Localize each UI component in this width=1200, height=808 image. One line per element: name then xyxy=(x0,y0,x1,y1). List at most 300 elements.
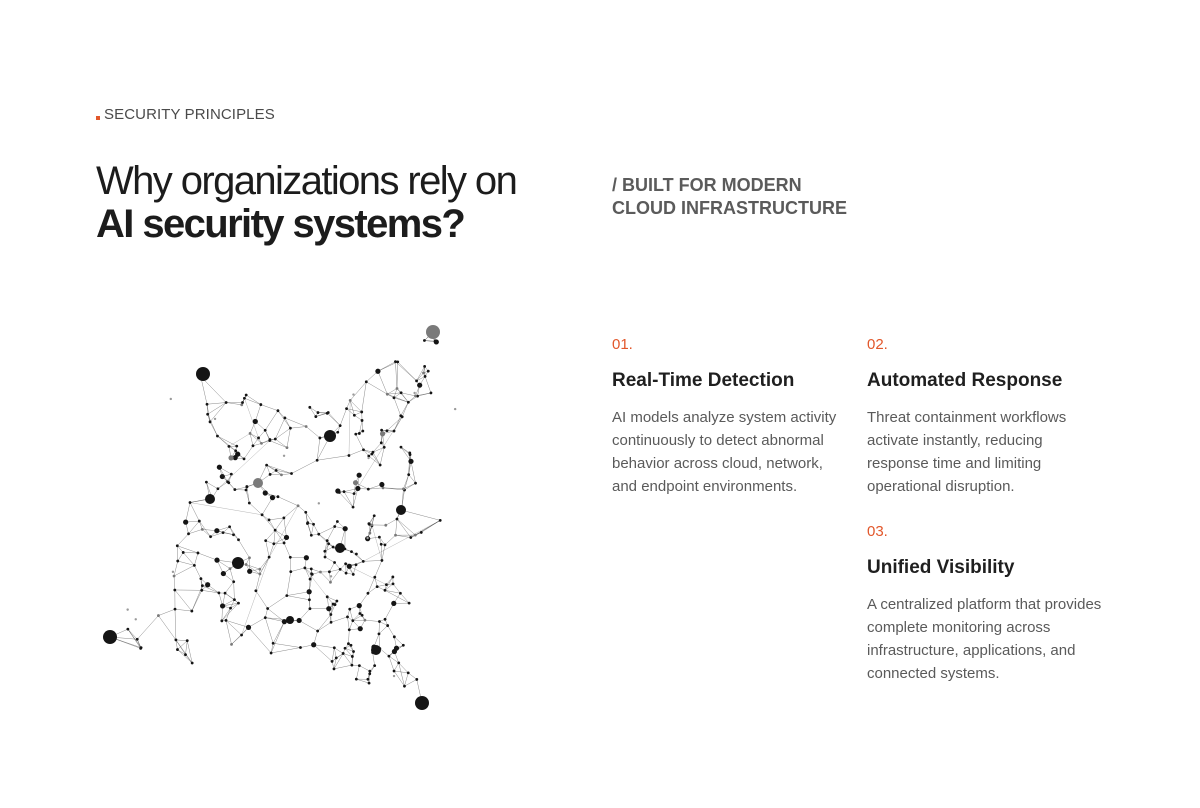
network-link xyxy=(176,640,187,641)
network-link xyxy=(363,520,440,561)
network-link xyxy=(267,465,282,475)
network-node xyxy=(272,642,275,645)
network-hub-node xyxy=(415,696,429,710)
network-node xyxy=(329,581,332,584)
network-link xyxy=(269,518,284,520)
network-link xyxy=(334,648,343,654)
network-node xyxy=(346,615,349,618)
network-link xyxy=(394,671,404,686)
network-node xyxy=(221,571,226,576)
network-link xyxy=(175,609,192,611)
network-node xyxy=(439,519,442,522)
network-node xyxy=(310,572,313,575)
network-node xyxy=(230,643,233,646)
network-link xyxy=(226,608,231,620)
network-node xyxy=(274,438,277,441)
network-node xyxy=(258,568,261,571)
network-link xyxy=(398,362,417,381)
network-link xyxy=(178,552,183,561)
network-node xyxy=(391,601,396,606)
network-node xyxy=(396,518,399,521)
network-link xyxy=(317,438,320,460)
network-node xyxy=(218,592,221,595)
network-link xyxy=(174,565,194,576)
network-link xyxy=(225,582,234,593)
network-link xyxy=(206,482,218,489)
network-node xyxy=(394,534,397,537)
network-node xyxy=(289,556,292,559)
network-link xyxy=(210,403,226,422)
network-link xyxy=(362,420,363,431)
network-node xyxy=(373,514,376,517)
network-node xyxy=(362,448,365,451)
network-link xyxy=(380,649,389,657)
network-node xyxy=(348,628,351,631)
network-link xyxy=(291,568,305,572)
network-node xyxy=(350,644,353,647)
network-node xyxy=(259,403,262,406)
network-node xyxy=(319,571,322,574)
network-node xyxy=(261,513,264,516)
network-node xyxy=(407,473,410,476)
network-stray-node xyxy=(352,393,354,395)
headline-line-1: Why organizations rely on xyxy=(96,159,517,203)
network-node xyxy=(414,482,417,485)
network-stray-node xyxy=(454,408,456,410)
network-node xyxy=(368,670,371,673)
network-node xyxy=(277,409,280,412)
network-link xyxy=(356,434,364,450)
network-link xyxy=(310,407,318,412)
network-link xyxy=(375,577,377,587)
network-link xyxy=(299,620,317,631)
headline-line-2: AI security systems? xyxy=(96,202,465,246)
network-node xyxy=(380,429,383,432)
network-node xyxy=(318,437,321,440)
network-graph-icon xyxy=(100,320,470,720)
feature-card-unified-visibility xyxy=(867,523,1107,685)
network-link xyxy=(385,535,396,545)
network-link xyxy=(226,620,232,644)
network-link xyxy=(344,492,354,494)
network-link xyxy=(339,492,353,507)
network-link xyxy=(354,417,402,494)
network-node xyxy=(367,488,370,491)
network-node xyxy=(285,594,288,597)
network-node xyxy=(392,582,395,585)
network-node xyxy=(225,619,228,622)
network-link xyxy=(379,626,388,634)
network-link xyxy=(261,405,278,411)
network-node xyxy=(264,429,267,432)
network-node xyxy=(264,616,267,619)
network-node xyxy=(174,608,177,611)
network-hub-node xyxy=(324,430,336,442)
network-node xyxy=(233,598,236,601)
network-node xyxy=(201,584,204,587)
network-link xyxy=(217,436,235,451)
network-link xyxy=(278,497,298,506)
network-node xyxy=(191,662,194,665)
network-link xyxy=(285,418,291,428)
network-node xyxy=(245,489,248,492)
network-node xyxy=(407,401,410,404)
network-link xyxy=(377,585,386,587)
network-node xyxy=(308,406,311,409)
network-node xyxy=(358,664,361,667)
network-node xyxy=(312,523,315,526)
network-link xyxy=(281,474,291,475)
network-node xyxy=(348,608,351,611)
network-link xyxy=(334,665,352,669)
network-node xyxy=(350,550,353,553)
network-link xyxy=(287,592,309,596)
network-link xyxy=(292,460,318,473)
network-node xyxy=(349,399,352,402)
network-node xyxy=(386,624,389,627)
network-link xyxy=(174,576,175,590)
network-node xyxy=(384,618,387,621)
network-link xyxy=(232,635,242,644)
network-link xyxy=(177,650,192,663)
network-link xyxy=(314,524,319,534)
feature-title: Unified Visibility xyxy=(867,557,1015,578)
network-node xyxy=(310,534,313,537)
network-node xyxy=(237,538,240,541)
network-stray-node xyxy=(214,418,216,420)
network-node xyxy=(176,544,179,547)
network-node xyxy=(139,647,142,650)
network-node xyxy=(355,678,358,681)
network-node xyxy=(234,449,237,452)
network-node xyxy=(375,369,380,374)
network-link xyxy=(202,529,210,536)
feature-number: 02. xyxy=(867,336,888,353)
network-node xyxy=(378,536,381,539)
network-stray-node xyxy=(330,575,332,577)
network-node xyxy=(187,532,190,535)
tagline-line-2: CLOUD INFRASTRUCTURE xyxy=(612,198,847,218)
network-node xyxy=(175,639,178,642)
network-node xyxy=(268,518,271,521)
network-hub-node xyxy=(205,494,215,504)
network-node xyxy=(393,396,396,399)
network-node xyxy=(228,445,231,448)
network-hub-node xyxy=(371,645,381,655)
network-link xyxy=(329,562,334,571)
network-link xyxy=(400,593,409,603)
eyebrow-marker xyxy=(96,116,100,120)
network-link xyxy=(244,446,253,459)
network-hub-node xyxy=(103,630,117,644)
network-node xyxy=(347,564,352,569)
network-node xyxy=(335,488,340,493)
network-link xyxy=(396,519,397,535)
network-link xyxy=(378,371,387,394)
network-node xyxy=(333,667,336,670)
network-link xyxy=(389,656,394,671)
network-node xyxy=(414,534,417,537)
network-node xyxy=(357,473,362,478)
network-node xyxy=(289,570,292,573)
network-node xyxy=(327,542,330,545)
network-node xyxy=(248,502,251,505)
network-link xyxy=(425,376,431,393)
network-link xyxy=(194,565,201,578)
network-node xyxy=(348,454,351,457)
network-node xyxy=(402,644,405,647)
network-node xyxy=(304,555,309,560)
network-node xyxy=(331,660,334,663)
network-link xyxy=(183,552,198,553)
network-node xyxy=(209,535,212,538)
network-node xyxy=(241,401,244,404)
network-link xyxy=(265,608,267,617)
network-node xyxy=(368,672,371,675)
network-nodes xyxy=(103,325,456,710)
network-link xyxy=(262,498,272,515)
network-node xyxy=(370,524,373,527)
network-link xyxy=(372,525,382,561)
network-link xyxy=(226,403,242,405)
network-node xyxy=(201,528,204,531)
network-node xyxy=(126,628,129,631)
network-link xyxy=(198,553,217,560)
network-link xyxy=(158,616,175,640)
network-node xyxy=(330,621,333,624)
network-node xyxy=(323,550,326,553)
section-tagline xyxy=(612,174,847,220)
network-stray-node xyxy=(367,457,369,459)
network-link xyxy=(298,506,306,512)
network-link xyxy=(344,492,353,507)
feature-description: Threat containment workflows activate instantly, reducing response time and limiting operational disruption. xyxy=(867,409,1067,495)
network-link xyxy=(274,530,275,544)
network-node xyxy=(400,446,403,449)
network-link xyxy=(311,524,313,535)
network-link xyxy=(397,519,415,535)
network-link xyxy=(363,560,382,561)
network-node xyxy=(304,511,307,514)
network-link xyxy=(256,574,260,591)
network-link xyxy=(230,569,234,582)
network-link xyxy=(275,518,284,530)
network-link xyxy=(259,430,266,438)
network-link xyxy=(402,402,408,417)
network-link xyxy=(325,557,335,563)
network-node xyxy=(353,480,358,485)
network-link xyxy=(385,603,394,619)
network-link xyxy=(332,648,334,662)
network-node xyxy=(417,383,422,388)
network-node xyxy=(352,506,355,509)
network-link xyxy=(388,626,395,637)
network-node xyxy=(317,411,320,414)
network-node xyxy=(266,607,269,610)
tagline-line-1: / BUILT FOR MODERN xyxy=(612,175,802,195)
network-node xyxy=(197,552,200,555)
network-node xyxy=(263,490,268,495)
network-link xyxy=(177,641,187,650)
network-link xyxy=(137,616,158,640)
network-link xyxy=(401,510,440,520)
network-link xyxy=(194,553,198,565)
network-node xyxy=(403,685,406,688)
network-link xyxy=(380,447,384,465)
network-node xyxy=(232,580,235,583)
network-node xyxy=(216,487,219,490)
network-node xyxy=(222,531,225,534)
network-node xyxy=(424,375,427,378)
network-link xyxy=(271,643,273,653)
network-node xyxy=(183,520,188,525)
feature-number: 03. xyxy=(867,523,888,540)
network-node xyxy=(225,401,228,404)
network-link xyxy=(318,622,331,631)
network-link xyxy=(183,552,194,565)
network-link xyxy=(348,630,349,644)
network-link xyxy=(255,405,261,422)
network-link xyxy=(270,441,287,448)
network-hub-node xyxy=(286,616,294,624)
network-link xyxy=(310,407,316,416)
network-link xyxy=(287,428,290,447)
network-node xyxy=(381,559,384,562)
network-node xyxy=(385,583,388,586)
network-node xyxy=(264,539,267,542)
feature-description: AI models analyze system activity continuously to detect abnormal behavior across cloud, network, and endpoint environments. xyxy=(612,409,837,495)
network-node xyxy=(206,403,209,406)
network-node xyxy=(220,619,223,622)
network-node xyxy=(358,432,361,435)
network-node xyxy=(384,544,387,547)
network-stray-node xyxy=(366,537,368,539)
network-link xyxy=(331,617,347,622)
network-link xyxy=(287,572,291,596)
eyebrow-label: SECURITY PRINCIPLES xyxy=(104,106,275,123)
network-stray-node xyxy=(393,675,395,677)
network-node xyxy=(328,570,331,573)
network-node xyxy=(372,451,375,454)
network-link xyxy=(273,643,300,647)
network-link xyxy=(363,450,371,454)
network-node xyxy=(214,528,219,533)
network-link xyxy=(349,450,364,456)
network-node xyxy=(245,394,248,397)
network-link xyxy=(378,362,398,371)
network-link xyxy=(408,673,417,680)
network-node xyxy=(361,419,364,422)
network-node xyxy=(193,564,196,567)
network-link xyxy=(225,593,234,599)
network-stray-node xyxy=(126,608,128,610)
network-node xyxy=(297,504,300,507)
network-hub-node xyxy=(253,478,263,488)
network-link xyxy=(275,439,287,448)
network-node xyxy=(367,522,370,525)
network-link xyxy=(397,362,398,389)
network-node xyxy=(396,387,399,390)
network-node xyxy=(343,490,346,493)
network-link xyxy=(178,561,195,565)
network-link xyxy=(382,545,385,561)
feature-card-real-time-detection xyxy=(612,336,852,498)
network-node xyxy=(326,539,329,542)
network-node xyxy=(373,664,376,667)
network-node xyxy=(355,563,358,566)
network-node xyxy=(333,525,336,528)
section-eyebrow xyxy=(96,106,275,123)
network-link xyxy=(394,398,401,416)
network-node xyxy=(157,614,160,617)
network-link xyxy=(320,572,330,582)
network-link xyxy=(397,519,411,538)
network-node xyxy=(246,625,251,630)
network-node xyxy=(388,655,391,658)
network-node xyxy=(408,602,411,605)
network-link xyxy=(268,596,287,609)
network-node xyxy=(206,413,209,416)
network-node xyxy=(354,433,357,436)
network-node xyxy=(306,521,309,524)
network-node xyxy=(339,568,342,571)
network-node xyxy=(423,339,426,342)
network-node xyxy=(351,619,354,622)
network-node xyxy=(189,501,192,504)
network-node xyxy=(407,671,410,674)
network-link xyxy=(175,609,176,640)
network-stray-node xyxy=(318,502,320,504)
network-node xyxy=(217,465,222,470)
network-node xyxy=(274,529,277,532)
network-node xyxy=(277,495,280,498)
network-node xyxy=(344,647,347,650)
network-node xyxy=(229,567,232,570)
network-link xyxy=(266,541,269,558)
network-node xyxy=(343,526,348,531)
network-node xyxy=(316,630,319,633)
network-link xyxy=(379,622,380,634)
network-node xyxy=(333,561,336,564)
network-node xyxy=(383,446,386,449)
network-node xyxy=(316,459,319,462)
network-node xyxy=(326,595,329,598)
network-link xyxy=(306,427,320,438)
network-node xyxy=(307,589,312,594)
network-link xyxy=(411,461,416,483)
network-link xyxy=(317,455,349,460)
network-link xyxy=(359,666,369,671)
network-link xyxy=(175,590,192,611)
network-link xyxy=(328,413,340,426)
network-node xyxy=(268,556,271,559)
network-node xyxy=(265,464,268,467)
network-link xyxy=(271,622,284,653)
network-node xyxy=(190,610,193,613)
network-node xyxy=(357,603,362,608)
network-node xyxy=(297,618,302,623)
network-node xyxy=(182,551,185,554)
network-link xyxy=(239,540,250,558)
network-link xyxy=(186,503,190,523)
network-link xyxy=(373,452,380,465)
section-headline xyxy=(96,160,516,246)
network-node xyxy=(358,626,363,631)
network-node xyxy=(245,486,248,489)
network-node xyxy=(409,453,412,456)
network-hub-node xyxy=(426,325,440,339)
network-node xyxy=(310,568,313,571)
